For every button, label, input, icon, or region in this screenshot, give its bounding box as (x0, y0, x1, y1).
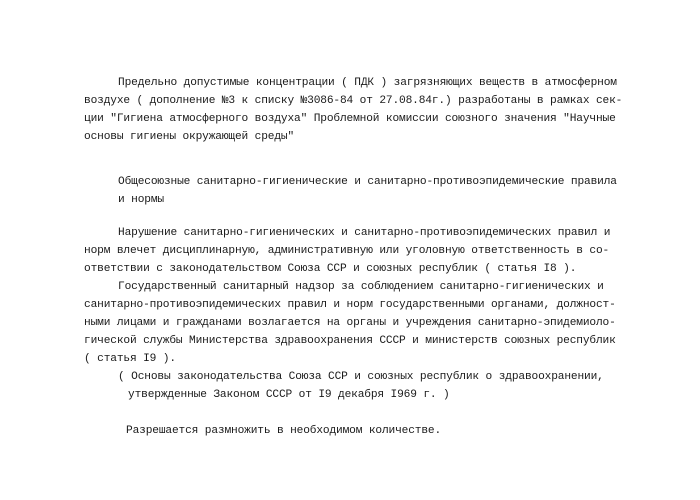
rules-title-line-1: Общесоюзные санитарно-гигиенические и санитарно-противоэпидемические правила (118, 176, 617, 188)
intro-line-4: основы гигиены окружающей среды" (84, 131, 295, 143)
legal-reference-line-2: утвержденные Законом СССР от I9 декабря I969 г. ) (128, 389, 450, 401)
intro-line-1: Предельно допустимые концентрации ( ПДК ) загрязняющих веществ в атмосферном (118, 77, 617, 89)
supervision-line-2: санитарно-противоэпидемических правил и норм государственными органами, должност- (84, 299, 616, 311)
liability-line-2: норм влечет дисциплинарную, административную или уголовную ответственность в со- (84, 245, 610, 257)
supervision-line-1: Государственный санитарный надзор за соблюдением санитарно-гигиенических и (118, 281, 604, 293)
supervision-line-4: гической службы Министерства здравоохранения СССР и министерств союзных республик (84, 335, 616, 347)
intro-line-3: ции "Гигиена атмосферного воздуха" Проблемной комиссии союзного значения "Научные (84, 113, 616, 125)
rules-title-line-2: и нормы (118, 194, 164, 206)
supervision-line-5: ( статья I9 ). (84, 353, 176, 365)
reproduction-permission: Разрешается размножить в необходимом количестве. (126, 425, 442, 437)
intro-line-2: воздухе ( дополнение №3 к списку №3086-84 от 27.08.84г.) разработаны в рамках сек- (84, 95, 623, 107)
liability-line-3: ответствии с законодательством Союза ССР и союзных республик ( статья I8 ). (84, 263, 577, 275)
supervision-line-3: ными лицами и гражданами возлагается на органы и учреждения санитарно-эпидемиоло- (84, 317, 616, 329)
legal-reference-line-1: ( Основы законодательства Союза ССР и союзных республик о здравоохранении, (118, 371, 604, 383)
liability-line-1: Нарушение санитарно-гигиенических и санитарно-противоэпидемических правил и (118, 227, 611, 239)
